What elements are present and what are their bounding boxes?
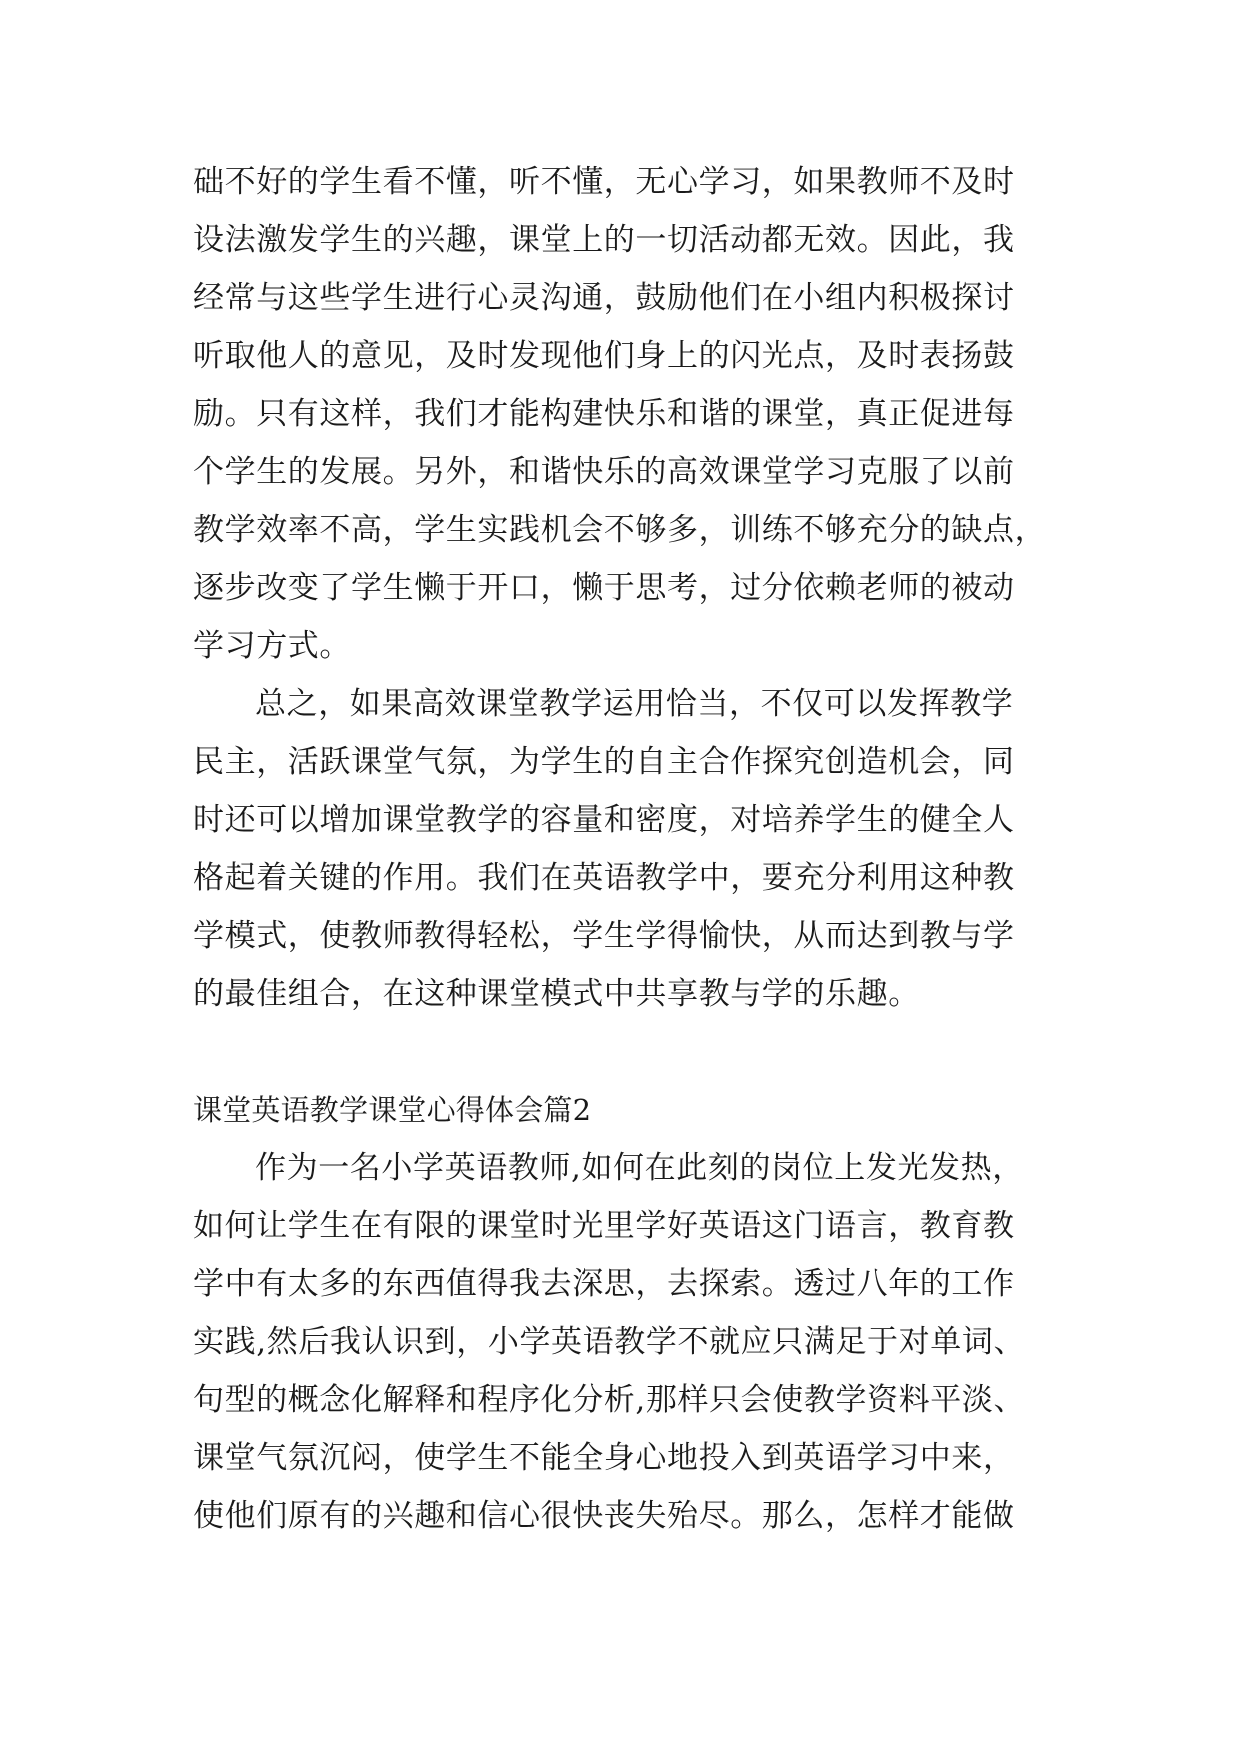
paragraph-line: 时还可以增加课堂教学的容量和密度，对培养学生的健全人 (193, 802, 1015, 838)
section-heading: 课堂英语教学课堂心得体会篇2 (193, 1093, 592, 1127)
paragraph-line: 设法激发学生的兴趣，课堂上的一切活动都无效。因此，我 (193, 222, 1015, 258)
paragraph-line: 逐步改变了学生懒于开口，懒于思考，过分依赖老师的被动 (193, 570, 1015, 606)
paragraph-line: 作为一名小学英语教师,如何在此刻的岗位上发光发热， (255, 1150, 1024, 1186)
paragraph-line: 如何让学生在有限的课堂时光里学好英语这门语言，教育教 (193, 1208, 1015, 1244)
paragraph-line: 学模式，使教师教得轻松，学生学得愉快，从而达到教与学 (193, 918, 1015, 954)
paragraph-line: 实践,然后我认识到，小学英语教学不就应只满足于对单词、 (193, 1324, 1026, 1360)
paragraph-line: 格起着关键的作用。我们在英语教学中，要充分利用这种教 (193, 860, 1015, 896)
paragraph-line: 民主，活跃课堂气氛，为学生的自主合作探究创造机会，同 (193, 744, 1015, 780)
paragraph-line: 使他们原有的兴趣和信心很快丧失殆尽。那么，怎样才能做 (193, 1498, 1015, 1534)
paragraph-line: 听取他人的意见，及时发现他们身上的闪光点，及时表扬鼓 (193, 338, 1015, 374)
paragraph-line: 句型的概念化解释和程序化分析,那样只会使教学资料平淡、 (193, 1382, 1026, 1418)
paragraph-line: 的最佳组合，在这种课堂模式中共享教与学的乐趣。 (193, 976, 920, 1012)
paragraph-line: 经常与这些学生进行心灵沟通，鼓励他们在小组内积极探讨 (193, 280, 1015, 316)
paragraph-line: 础不好的学生看不懂，听不懂，无心学习，如果教师不及时 (193, 164, 1015, 200)
paragraph-line: 个学生的发展。另外，和谐快乐的高效课堂学习克服了以前 (193, 454, 1015, 490)
paragraph-line: 学中有太多的东西值得我去深思，去探索。透过八年的工作 (193, 1266, 1015, 1302)
paragraph-line: 励。只有这样，我们才能构建快乐和谐的课堂，真正促进每 (193, 396, 1015, 432)
paragraph-line: 课堂气氛沉闷，使学生不能全身心地投入到英语学习中来， (193, 1440, 1015, 1476)
paragraph-line: 学习方式。 (193, 628, 351, 664)
paragraph-line: 总之，如果高效课堂教学运用恰当，不仅可以发挥教学 (255, 686, 1014, 722)
paragraph-line: 教学效率不高，学生实践机会不够多，训练不够充分的缺点， (193, 512, 1047, 548)
